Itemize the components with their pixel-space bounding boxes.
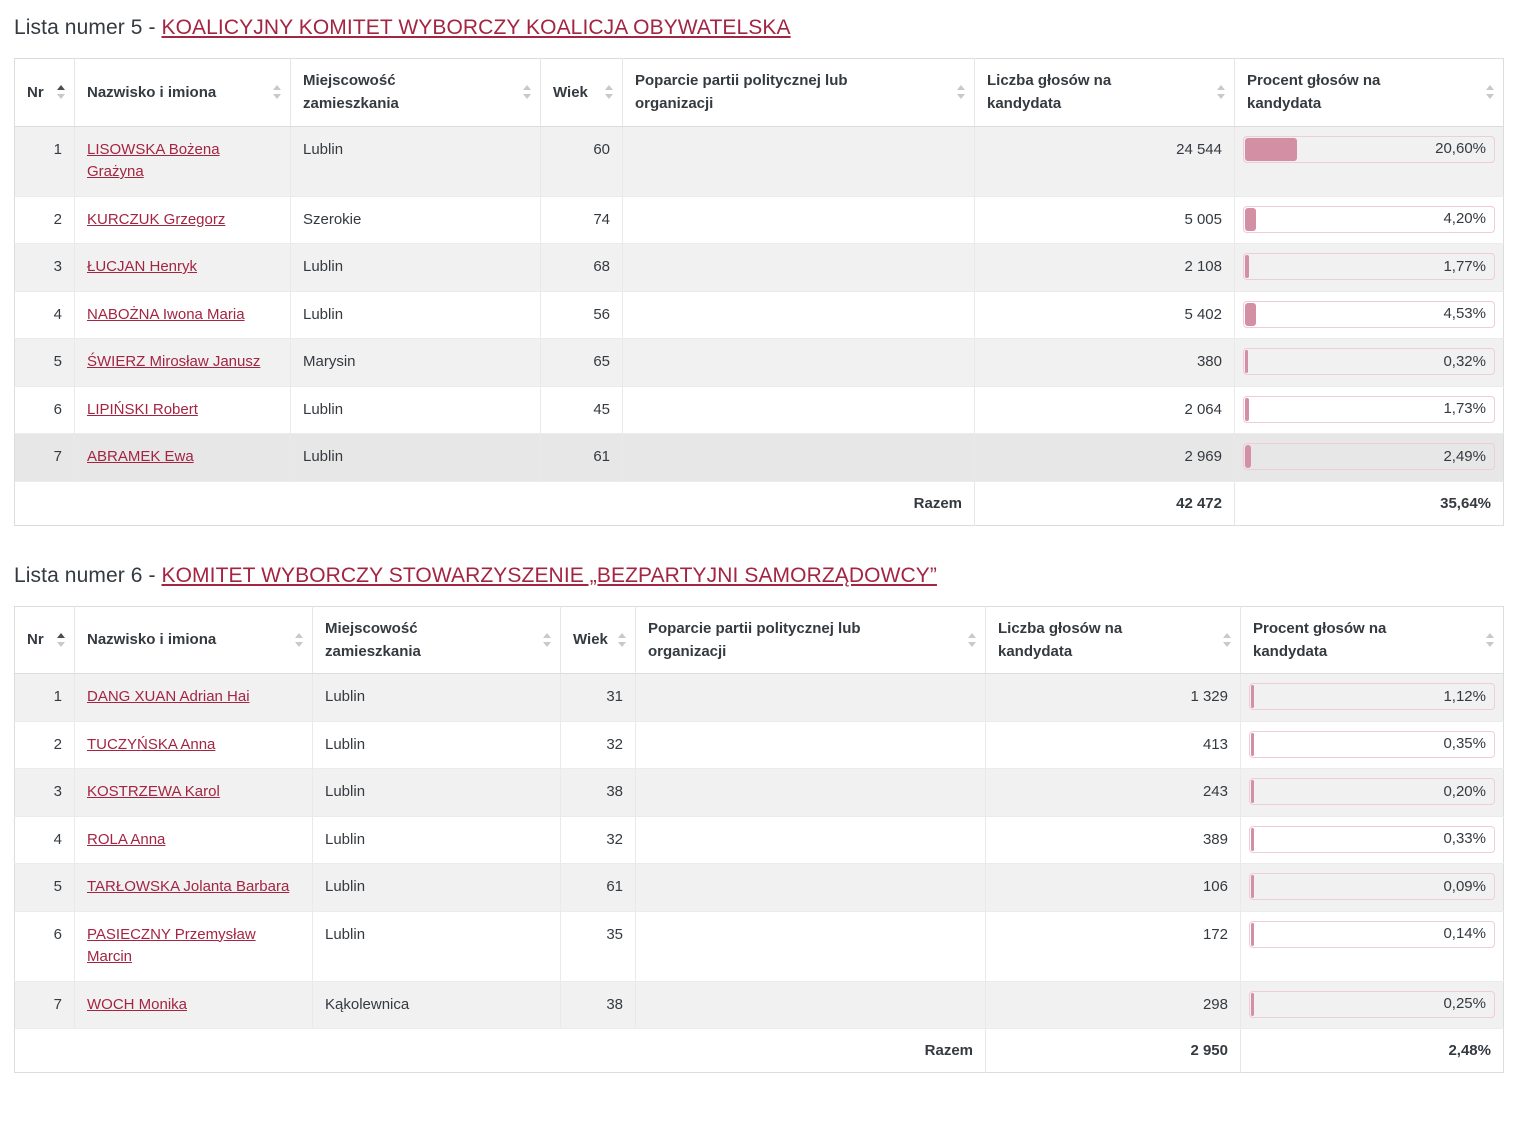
support-cell <box>623 291 975 339</box>
candidate-link[interactable]: WOCH Monika <box>87 995 188 1013</box>
column-header-nr[interactable] <box>15 606 75 674</box>
sort-arrows-icon <box>57 85 65 99</box>
votes-cell: 24 544 <box>975 126 1235 196</box>
candidate-link[interactable]: TARŁOWSKA Jolanta Barbara <box>87 878 290 895</box>
list-number-label: Lista numer 6 - <box>14 563 162 587</box>
results-table <box>14 58 1504 526</box>
percent-bar-fill <box>1245 138 1297 161</box>
candidate-name-cell <box>75 816 313 864</box>
column-header-votes[interactable] <box>986 606 1241 674</box>
row-number-cell: 7 <box>15 981 75 1029</box>
city-cell: Lublin <box>291 291 541 339</box>
percent-value-label: 0,33% <box>1443 829 1486 847</box>
percent-cell <box>1241 769 1504 817</box>
support-cell <box>623 244 975 292</box>
percent-cell <box>1241 911 1504 981</box>
percent-bar-fill <box>1245 255 1249 278</box>
row-number-cell: 1 <box>15 126 75 196</box>
column-header-label: Miejscowość zamieszkania <box>303 72 399 113</box>
row-number-cell: 1 <box>15 674 75 722</box>
percent-value-label: 0,14% <box>1443 924 1486 942</box>
percent-bar-fill <box>1245 303 1256 326</box>
candidate-link[interactable]: TUCZYŃSKA Anna <box>87 735 216 753</box>
percent-cell <box>1235 126 1504 196</box>
candidate-link[interactable]: NABOŻNA Iwona Maria <box>87 305 245 323</box>
age-cell: 61 <box>561 864 636 912</box>
candidate-link[interactable]: DANG XUAN Adrian Hai <box>87 688 250 705</box>
column-header-label: Procent głosów na kandydata <box>1253 619 1387 660</box>
city-cell: Lublin <box>313 864 561 912</box>
percent-cell <box>1241 864 1504 912</box>
percent-bar <box>1243 301 1495 328</box>
votes-cell: 2 969 <box>975 434 1235 482</box>
percent-bar <box>1243 136 1495 163</box>
city-cell: Kąkolewnica <box>313 981 561 1029</box>
percent-value-label: 1,12% <box>1443 687 1486 705</box>
candidate-name-cell <box>75 721 313 769</box>
percent-bar-fill <box>1245 208 1256 231</box>
percent-bar <box>1243 253 1495 280</box>
votes-cell: 389 <box>986 816 1241 864</box>
votes-cell: 298 <box>986 981 1241 1029</box>
candidate-row <box>15 721 1504 769</box>
votes-cell: 243 <box>986 769 1241 817</box>
age-cell: 38 <box>561 981 636 1029</box>
percent-bar-fill <box>1245 445 1251 468</box>
percent-cell <box>1241 816 1504 864</box>
total-percent: 35,64% <box>1235 481 1504 525</box>
support-cell <box>636 864 986 912</box>
votes-cell: 5 402 <box>975 291 1235 339</box>
percent-value-label: 0,35% <box>1443 734 1486 752</box>
sort-arrows-icon <box>1486 85 1494 99</box>
age-cell: 32 <box>561 721 636 769</box>
candidate-link[interactable]: PASIECZNY Przemysław Marcin <box>87 925 256 965</box>
percent-cell <box>1241 674 1504 722</box>
percent-bar <box>1243 396 1495 423</box>
percent-bar <box>1249 826 1495 853</box>
sort-arrows-icon <box>1217 85 1225 99</box>
candidate-link[interactable]: KURCZUK Grzegorz <box>87 210 226 228</box>
candidate-list-section <box>14 16 1503 526</box>
percent-bar-fill <box>1251 780 1254 803</box>
age-cell: 45 <box>541 386 623 434</box>
candidate-name-cell <box>75 864 313 912</box>
election-results-page <box>14 16 1503 1073</box>
total-label: Razem <box>15 481 975 525</box>
column-header-label: Nr <box>27 631 44 649</box>
percent-bar-fill <box>1251 923 1254 946</box>
age-cell: 56 <box>541 291 623 339</box>
candidate-row <box>15 769 1504 817</box>
column-header-percent[interactable] <box>1235 59 1504 127</box>
row-number-cell: 4 <box>15 816 75 864</box>
column-header-name[interactable] <box>75 606 313 674</box>
total-label: Razem <box>15 1029 986 1073</box>
candidate-list-section <box>14 564 1503 1074</box>
sort-arrows-icon <box>618 633 626 647</box>
age-cell: 61 <box>541 434 623 482</box>
percent-value-label: 20,60% <box>1435 139 1486 157</box>
table-header-row <box>15 606 1504 674</box>
column-header-age[interactable] <box>561 606 636 674</box>
percent-value-label: 0,25% <box>1443 994 1486 1012</box>
percent-bar <box>1249 731 1495 758</box>
candidate-row <box>15 864 1504 912</box>
percent-bar <box>1249 921 1495 948</box>
column-header-percent[interactable] <box>1241 606 1504 674</box>
row-number-cell: 3 <box>15 769 75 817</box>
percent-bar-fill <box>1251 993 1254 1016</box>
percent-value-label: 0,09% <box>1443 877 1486 895</box>
percent-bar-fill <box>1245 398 1249 421</box>
support-cell <box>636 981 986 1029</box>
candidate-row <box>15 816 1504 864</box>
votes-cell: 1 329 <box>986 674 1241 722</box>
percent-bar-fill <box>1251 875 1254 898</box>
column-header-city[interactable] <box>313 606 561 674</box>
city-cell: Lublin <box>313 911 561 981</box>
percent-bar-fill <box>1251 733 1254 756</box>
column-header-label: Liczba głosów na kandydata <box>998 619 1123 660</box>
age-cell: 35 <box>561 911 636 981</box>
sort-arrows-icon <box>523 85 531 99</box>
candidate-link[interactable]: ABRAMEK Ewa <box>87 448 194 465</box>
candidate-row <box>15 339 1504 387</box>
candidate-link[interactable]: ŚWIERZ Mirosław Janusz <box>87 353 261 370</box>
sort-arrows-icon <box>543 633 551 647</box>
support-cell <box>636 816 986 864</box>
percent-bar-fill <box>1245 350 1248 373</box>
column-header-name[interactable] <box>75 59 291 127</box>
candidate-name-cell <box>75 911 313 981</box>
column-header-label: Nazwisko i imiona <box>87 631 217 649</box>
list-title <box>14 16 1503 40</box>
city-cell: Lublin <box>291 386 541 434</box>
age-cell: 31 <box>561 674 636 722</box>
city-cell: Lublin <box>313 769 561 817</box>
candidate-name-cell <box>75 674 313 722</box>
column-header-votes[interactable] <box>975 59 1235 127</box>
total-votes: 42 472 <box>975 481 1235 525</box>
candidate-link[interactable]: ŁUCJAN Henryk <box>87 258 198 275</box>
votes-cell: 380 <box>975 339 1235 387</box>
percent-value-label: 4,53% <box>1443 304 1486 322</box>
candidate-link[interactable]: LIPIŃSKI Robert <box>87 400 198 418</box>
percent-cell <box>1241 981 1504 1029</box>
age-cell: 65 <box>541 339 623 387</box>
candidate-row <box>15 674 1504 722</box>
city-cell: Lublin <box>313 816 561 864</box>
support-cell <box>636 674 986 722</box>
votes-cell: 106 <box>986 864 1241 912</box>
sort-arrows-icon <box>968 633 976 647</box>
row-number-cell: 2 <box>15 196 75 244</box>
column-header-support[interactable] <box>623 59 975 127</box>
candidate-row <box>15 126 1504 196</box>
column-header-label: Poparcie partii politycznej lub organizacji <box>648 619 861 660</box>
city-cell: Lublin <box>313 674 561 722</box>
support-cell <box>636 769 986 817</box>
percent-cell <box>1241 721 1504 769</box>
percent-cell <box>1235 244 1504 292</box>
percent-cell <box>1235 386 1504 434</box>
candidate-row <box>15 291 1504 339</box>
table-header-row <box>15 59 1504 127</box>
votes-cell: 172 <box>986 911 1241 981</box>
votes-cell: 2 108 <box>975 244 1235 292</box>
support-cell <box>636 911 986 981</box>
candidate-row <box>15 386 1504 434</box>
percent-cell <box>1235 291 1504 339</box>
percent-bar <box>1243 443 1495 470</box>
column-header-label: Miejscowość zamieszkania <box>325 619 421 660</box>
age-cell: 74 <box>541 196 623 244</box>
candidate-row <box>15 434 1504 482</box>
candidate-row <box>15 196 1504 244</box>
committee-link[interactable]: KOALICYJNY KOMITET WYBORCZY KOALICJA OBYWATELSKA <box>161 16 791 39</box>
city-cell: Marysin <box>291 339 541 387</box>
city-cell: Lublin <box>291 126 541 196</box>
age-cell: 60 <box>541 126 623 196</box>
percent-cell <box>1235 434 1504 482</box>
row-number-cell: 6 <box>15 911 75 981</box>
sort-arrows-icon <box>1223 633 1231 647</box>
sort-arrows-icon <box>605 85 613 99</box>
column-header-label: Wiek <box>553 83 588 101</box>
percent-bar <box>1243 206 1495 233</box>
percent-bar <box>1249 778 1495 805</box>
total-percent: 2,48% <box>1241 1029 1504 1073</box>
percent-value-label: 1,77% <box>1443 257 1486 275</box>
column-header-label: Poparcie partii politycznej lub organizacji <box>635 72 848 113</box>
candidate-name-cell <box>75 339 291 387</box>
age-cell: 38 <box>561 769 636 817</box>
row-number-cell: 2 <box>15 721 75 769</box>
candidate-link[interactable]: KOSTRZEWA Karol <box>87 783 220 800</box>
candidate-row <box>15 981 1504 1029</box>
candidate-row <box>15 911 1504 981</box>
support-cell <box>623 386 975 434</box>
sort-arrows-icon <box>273 85 281 99</box>
candidate-name-cell <box>75 291 291 339</box>
age-cell: 32 <box>561 816 636 864</box>
city-cell: Szerokie <box>291 196 541 244</box>
percent-bar-fill <box>1251 685 1254 708</box>
column-header-age[interactable] <box>541 59 623 127</box>
candidate-name-cell <box>75 244 291 292</box>
row-number-cell: 5 <box>15 339 75 387</box>
percent-value-label: 0,20% <box>1443 782 1486 800</box>
percent-value-label: 4,20% <box>1443 209 1486 227</box>
votes-cell: 5 005 <box>975 196 1235 244</box>
sort-arrows-icon <box>957 85 965 99</box>
row-number-cell: 5 <box>15 864 75 912</box>
column-header-label: Liczba głosów na kandydata <box>987 72 1112 113</box>
list-title <box>14 564 1503 588</box>
column-header-label: Nr <box>27 83 44 101</box>
row-number-cell: 3 <box>15 244 75 292</box>
votes-cell: 413 <box>986 721 1241 769</box>
percent-value-label: 2,49% <box>1443 447 1486 465</box>
total-row <box>15 1029 1504 1073</box>
percent-bar-fill <box>1251 828 1254 851</box>
city-cell: Lublin <box>291 434 541 482</box>
total-votes: 2 950 <box>986 1029 1241 1073</box>
row-number-cell: 4 <box>15 291 75 339</box>
city-cell: Lublin <box>291 244 541 292</box>
support-cell <box>636 721 986 769</box>
support-cell <box>623 196 975 244</box>
candidate-name-cell <box>75 769 313 817</box>
column-header-city[interactable] <box>291 59 541 127</box>
support-cell <box>623 434 975 482</box>
percent-cell <box>1235 339 1504 387</box>
percent-bar <box>1249 683 1495 710</box>
support-cell <box>623 126 975 196</box>
candidate-name-cell <box>75 126 291 196</box>
candidate-name-cell <box>75 981 313 1029</box>
age-cell: 68 <box>541 244 623 292</box>
list-number-label: Lista numer 5 - <box>14 16 162 39</box>
sort-arrows-icon <box>57 633 65 647</box>
percent-bar <box>1249 991 1495 1018</box>
column-header-label: Wiek <box>573 631 608 649</box>
column-header-label: Nazwisko i imiona <box>87 83 217 101</box>
percent-value-label: 0,32% <box>1443 352 1486 370</box>
column-header-nr[interactable] <box>15 59 75 127</box>
support-cell <box>623 339 975 387</box>
row-number-cell: 6 <box>15 386 75 434</box>
column-header-support[interactable] <box>636 606 986 674</box>
total-row <box>15 481 1504 525</box>
candidate-name-cell <box>75 386 291 434</box>
sort-arrows-icon <box>295 633 303 647</box>
percent-cell <box>1235 196 1504 244</box>
percent-value-label: 1,73% <box>1443 399 1486 417</box>
candidate-row <box>15 244 1504 292</box>
row-number-cell: 7 <box>15 434 75 482</box>
votes-cell: 2 064 <box>975 386 1235 434</box>
candidate-link[interactable]: LISOWSKA Bożena Grażyna <box>87 140 220 180</box>
candidate-link[interactable]: ROLA Anna <box>87 830 166 848</box>
sort-arrows-icon <box>1486 633 1494 647</box>
column-header-label: Procent głosów na kandydata <box>1247 72 1381 113</box>
percent-bar <box>1249 873 1495 900</box>
candidate-name-cell <box>75 196 291 244</box>
results-table <box>14 606 1504 1074</box>
city-cell: Lublin <box>313 721 561 769</box>
candidate-name-cell <box>75 434 291 482</box>
percent-bar <box>1243 348 1495 375</box>
committee-link[interactable]: KOMITET WYBORCZY STOWARZYSZENIE „BEZPARTYJNI SAMORZĄDOWCY” <box>161 563 937 587</box>
